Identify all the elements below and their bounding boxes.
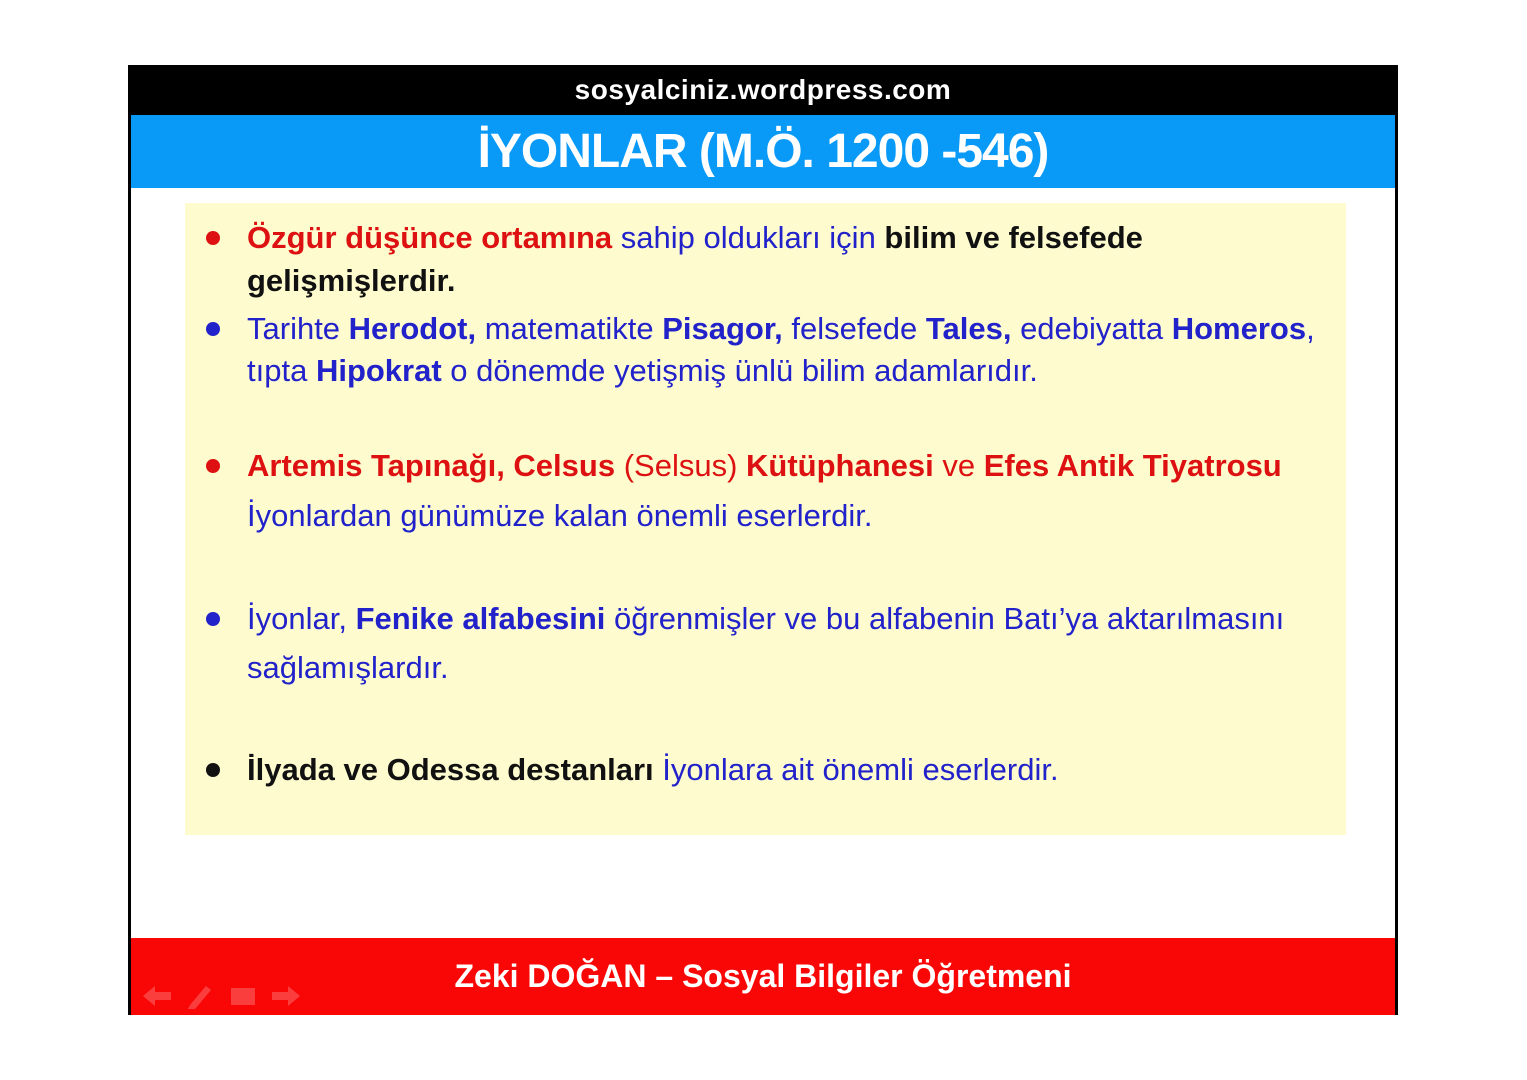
text-segment: Tarihte <box>247 310 349 346</box>
bullet-item <box>185 594 1320 693</box>
bullet-list <box>185 217 1320 791</box>
text-segment: felsefede <box>791 310 926 346</box>
text-segment: , tıpta <box>247 310 1315 389</box>
text-segment: Özgür düşünce ortamına <box>247 220 621 255</box>
text-segment: sahip oldukları için <box>620 220 885 255</box>
text-segment: ve <box>942 448 984 484</box>
text-segment: İlyada ve Odessa destanları <box>247 751 663 787</box>
text-segment: İyonlar, <box>247 600 356 636</box>
next-slide-arrow-icon[interactable] <box>272 983 300 1009</box>
bullet-item <box>185 749 1320 792</box>
text-segment: Tales, <box>925 310 1021 346</box>
text-segment: öğrenmişler ve bu alfabenin Batı’ya aktarılmasını sağlamışlardır. <box>247 600 1285 686</box>
footer-bar <box>131 938 1395 1015</box>
text-segment: Fenike alfabesini <box>355 600 614 636</box>
text-segment: o dönemde yetişmiş ünlü bilim adamlarıdır. <box>450 353 1038 389</box>
bullet-item <box>185 441 1320 541</box>
bullet-marker <box>206 322 220 336</box>
text-segment: edebiyatta <box>1020 310 1172 346</box>
highlighter-square-icon[interactable] <box>229 983 257 1009</box>
text-segment: Hipokrat <box>315 353 451 389</box>
bullet-marker <box>206 231 220 245</box>
text-segment: Kütüphanesi <box>746 448 943 484</box>
header-bar <box>131 65 1395 115</box>
text-segment: Artemis Tapınağı, Celsus <box>247 448 624 484</box>
bullet-marker <box>206 763 220 777</box>
text-segment: İyonlardan günümüze kalan önemli eserlerdir. <box>247 498 873 534</box>
page-title: İYONLAR (M.Ö. 1200 -546) <box>477 125 1049 178</box>
text-segment: İyonlara ait önemli eserlerdir. <box>662 751 1059 787</box>
text-segment: bilim ve felsefede gelişmişlerdir. <box>247 220 1143 298</box>
title-bar <box>131 115 1395 188</box>
pen-tool-icon[interactable] <box>186 983 214 1009</box>
text-segment: Pisagor, <box>662 310 792 346</box>
text-segment: Herodot, <box>348 310 485 346</box>
text-segment: (Selsus) <box>623 448 747 484</box>
slide-content-box <box>185 203 1346 835</box>
slideshow-nav-controls <box>143 983 300 1009</box>
bullet-marker <box>206 612 220 626</box>
bullet-marker <box>206 459 220 473</box>
text-segment: matematikte <box>484 310 663 346</box>
presentation-slide <box>128 65 1398 1015</box>
text-segment: Efes Antik Tiyatrosu <box>983 448 1282 484</box>
author-credit-text: Zeki DOĞAN – Sosyal Bilgiler Öğretmeni <box>454 958 1072 994</box>
text-segment: Homeros <box>1171 310 1307 346</box>
bullet-item <box>185 308 1320 394</box>
site-url-text: sosyalciniz.wordpress.com <box>574 74 952 105</box>
previous-slide-arrow-icon[interactable] <box>143 983 171 1009</box>
bullet-item <box>185 217 1320 303</box>
